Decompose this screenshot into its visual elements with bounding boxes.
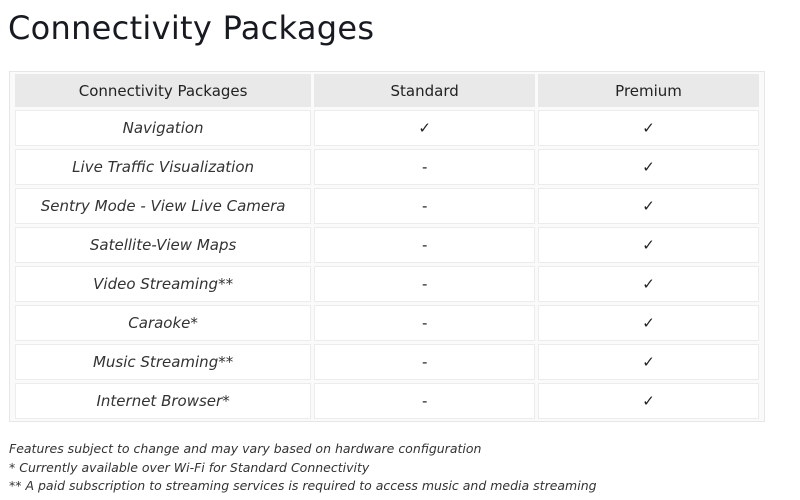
feature-name: Caraoke* bbox=[15, 305, 311, 341]
footnotes bbox=[9, 440, 597, 496]
table-row bbox=[15, 188, 759, 224]
footnote-subscription: ** A paid subscription to streaming services is required to access music and media streaming bbox=[9, 478, 597, 493]
column-header-premium: Premium bbox=[538, 74, 759, 107]
comparison-table-container bbox=[9, 71, 765, 422]
column-header-standard: Standard bbox=[314, 74, 535, 107]
column-header-packages: Connectivity Packages bbox=[15, 74, 311, 107]
premium-value: ✓ bbox=[538, 266, 759, 302]
table-row bbox=[15, 227, 759, 263]
standard-value: - bbox=[314, 305, 535, 341]
standard-value: - bbox=[314, 266, 535, 302]
premium-value: ✓ bbox=[538, 188, 759, 224]
premium-value: ✓ bbox=[538, 110, 759, 146]
table-row bbox=[15, 305, 759, 341]
footnote-hardware: Features subject to change and may vary based on hardware configuration bbox=[9, 441, 482, 456]
premium-value: ✓ bbox=[538, 305, 759, 341]
feature-name: Music Streaming** bbox=[15, 344, 311, 380]
premium-value: ✓ bbox=[538, 344, 759, 380]
table-row bbox=[15, 383, 759, 419]
standard-value: - bbox=[314, 149, 535, 185]
table-row bbox=[15, 266, 759, 302]
premium-value: ✓ bbox=[538, 383, 759, 419]
premium-value: ✓ bbox=[538, 149, 759, 185]
standard-value: ✓ bbox=[314, 110, 535, 146]
table-row bbox=[15, 110, 759, 146]
comparison-table bbox=[12, 71, 762, 422]
feature-name: Navigation bbox=[15, 110, 311, 146]
feature-name: Live Traffic Visualization bbox=[15, 149, 311, 185]
feature-name: Satellite-View Maps bbox=[15, 227, 311, 263]
premium-value: ✓ bbox=[538, 227, 759, 263]
feature-name: Internet Browser* bbox=[15, 383, 311, 419]
page-title: Connectivity Packages bbox=[8, 9, 375, 47]
standard-value: - bbox=[314, 188, 535, 224]
table-row bbox=[15, 149, 759, 185]
standard-value: - bbox=[314, 344, 535, 380]
table-row bbox=[15, 344, 759, 380]
table-header-row bbox=[15, 74, 759, 107]
standard-value: - bbox=[314, 383, 535, 419]
feature-name: Sentry Mode - View Live Camera bbox=[15, 188, 311, 224]
feature-name: Video Streaming** bbox=[15, 266, 311, 302]
standard-value: - bbox=[314, 227, 535, 263]
footnote-wifi: * Currently available over Wi-Fi for Standard Connectivity bbox=[9, 459, 370, 475]
